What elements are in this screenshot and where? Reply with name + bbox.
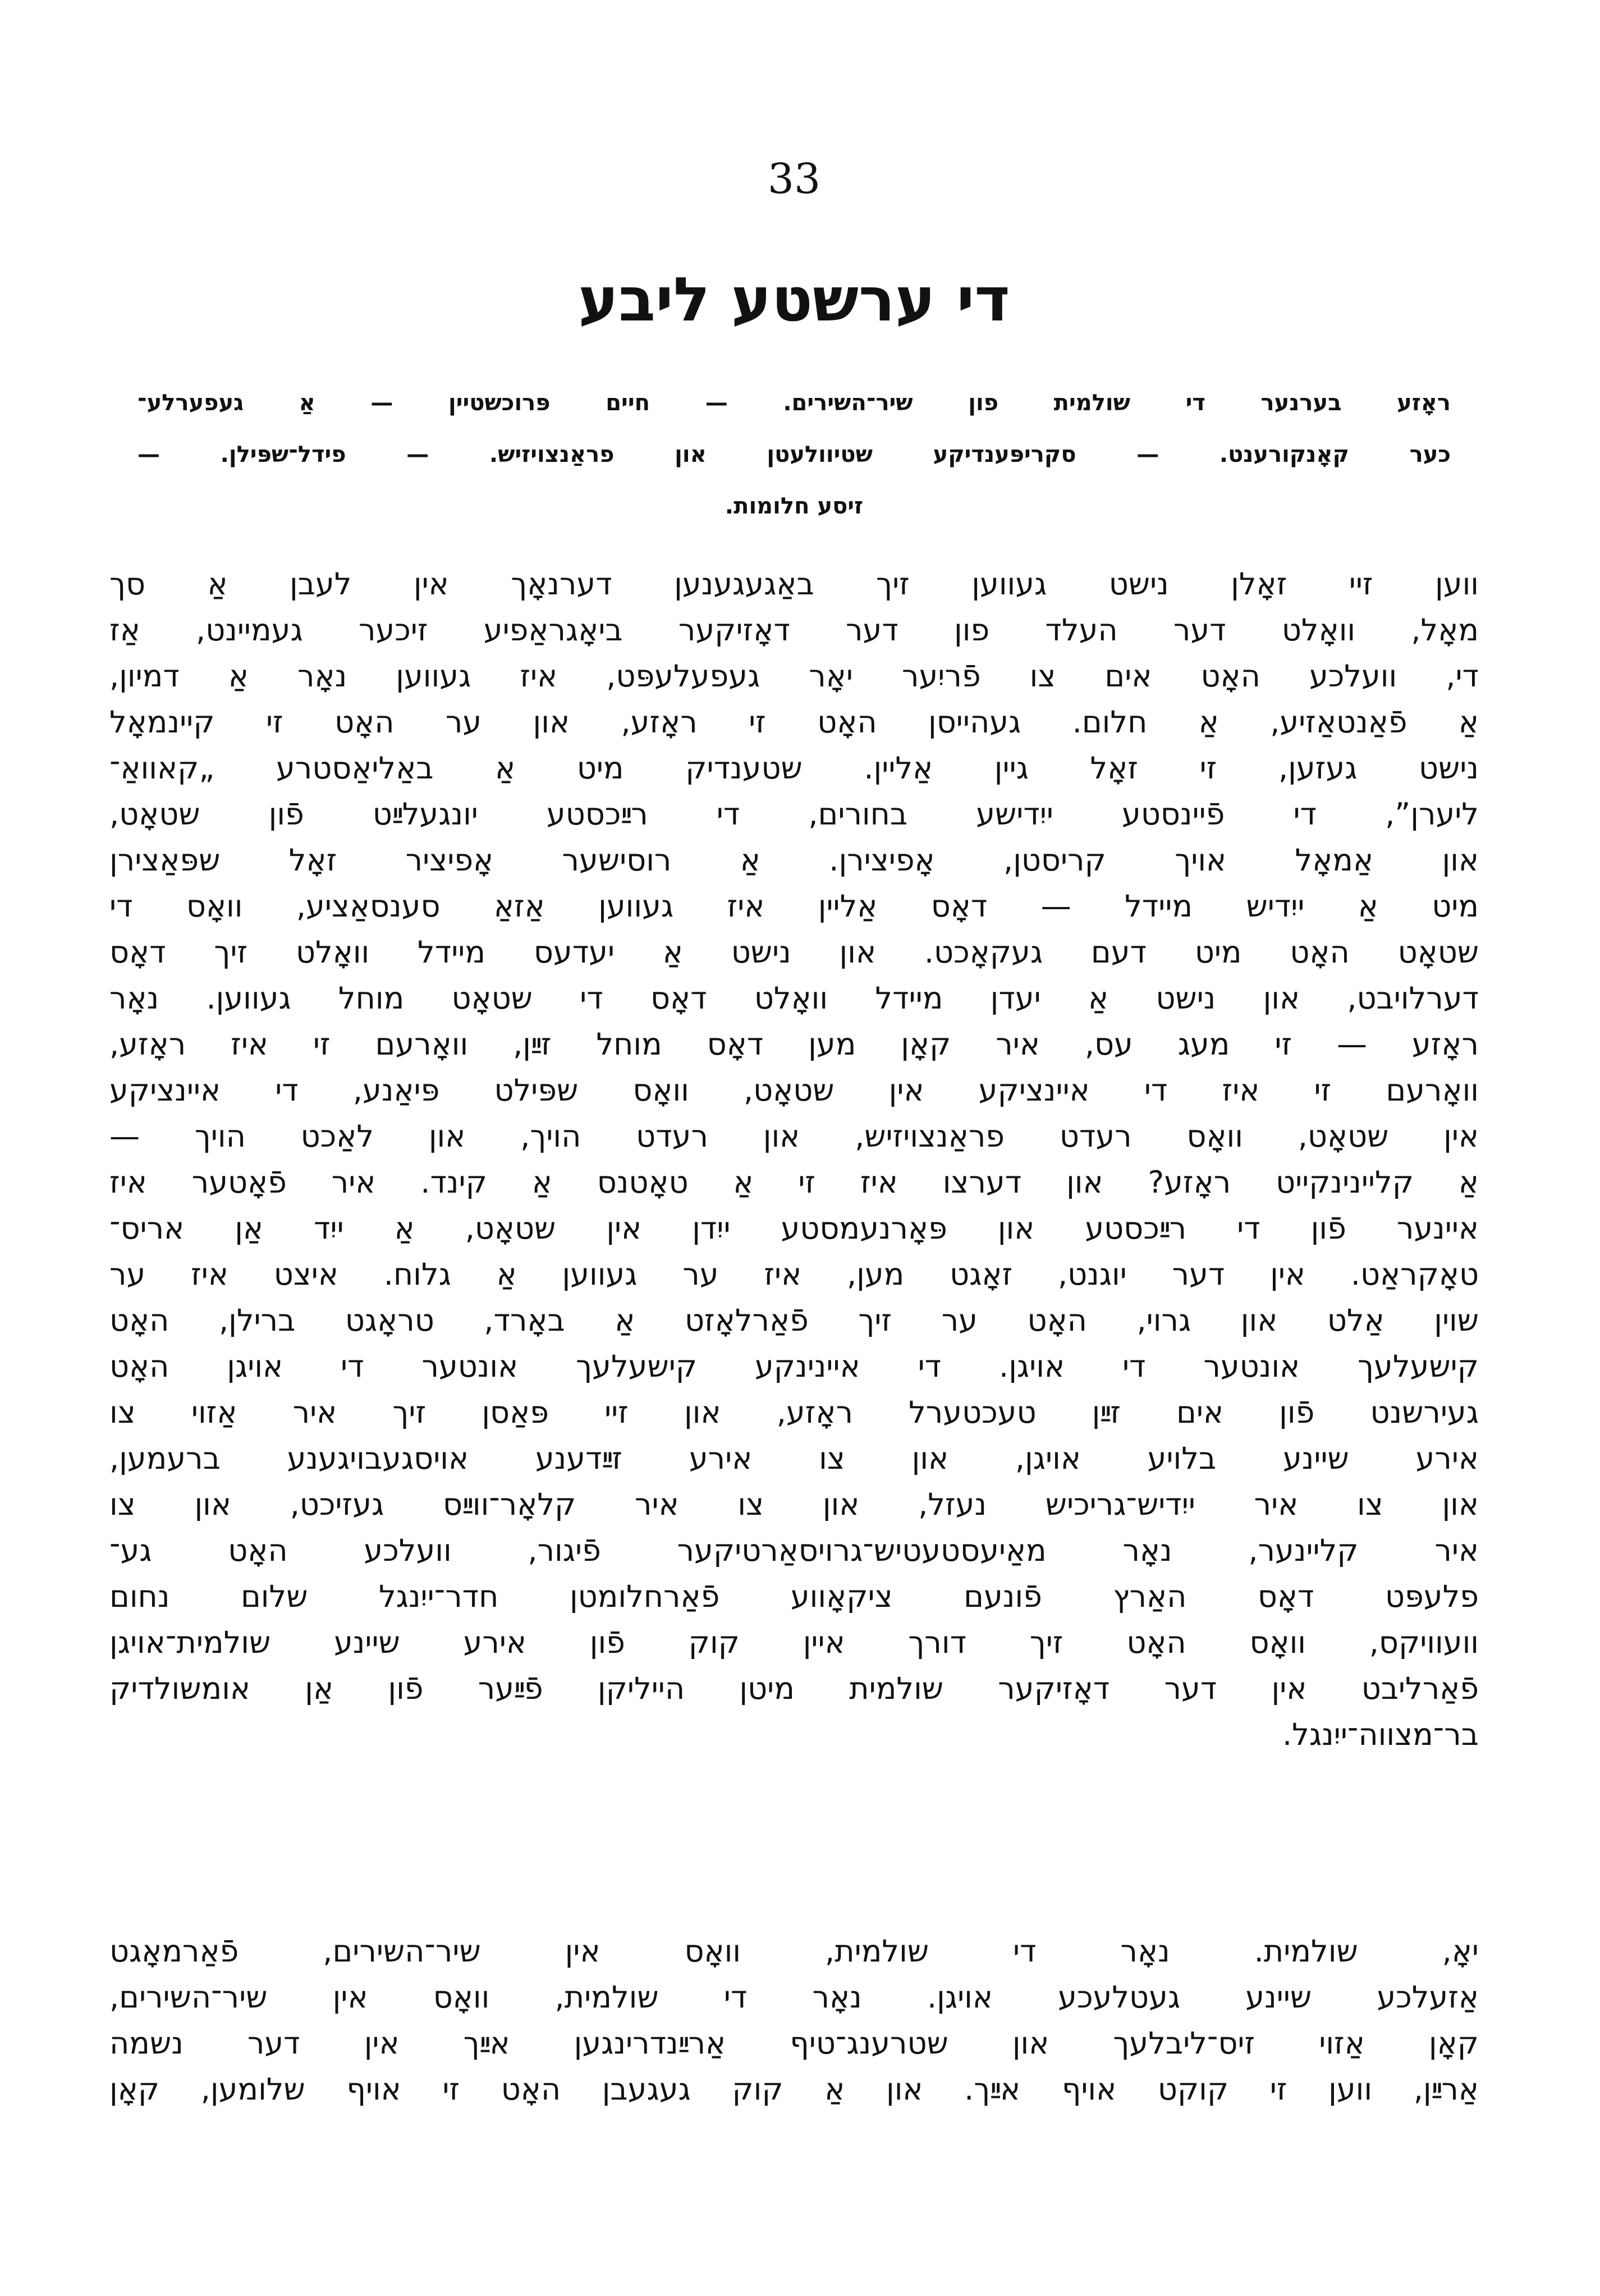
text-line: בר־מצווה־ייִנגל. <box>1282 1717 1479 1752</box>
text-line: שטאָט האָט מיט דעם געקאָכט. און נישט אַ יעדעס מיידל וואָלט זיך דאָס <box>109 934 1479 970</box>
text-line: וואָרעם זי איז די איינציקע אין שטאָט, וואָס שפּילט פּיאַנע, די איינציקע <box>109 1073 1479 1108</box>
text-line: יאָ, שולמית. נאָר די שולמית, וואָס אין שיר־השירים, פֿאַרמאָגט <box>109 1933 1479 1969</box>
text-line: אַרײַן, ווען זי קוקט אויף אײַך. און אַ קוק געגעבן האָט זי אויף שלומען, קאָן <box>109 2072 1479 2107</box>
text-line: וועוויקס, וואָס האָט זיך דורך איין קוק פֿון אירע שיינע שולמית־אויגן <box>109 1625 1479 1660</box>
text-line: דערלויבט, און נישט אַ יעדן מיידל וואָלט דאָס די שטאָט מוחל געווען. נאָר <box>109 980 1479 1016</box>
chapter-synopsis <box>137 377 1451 532</box>
text-line: אירע שיינע בלויע אויגן, און צו אירע זײַדענע אויסגעבויגענע ברעמען, <box>109 1441 1479 1476</box>
chapter-title: די ערשטע ליבע <box>578 265 1010 335</box>
text-line: געירשנט פֿון אים זײַן טעכטערל ראָזע, און זיי פּאַסן זיך איר אַזוי צו <box>109 1395 1479 1430</box>
text-line: נישט געזען, זי זאָל גיין אַליין. שטענדיק מיט אַ באַליאַסטרע „קאוואַ־ <box>109 750 1479 786</box>
text-line: אַזעלכע שיינע געטלעכע אויגן. נאָר די שולמית, וואָס אין שיר־השירים, <box>109 1979 1479 2015</box>
paragraph-1 <box>109 561 1479 1758</box>
text-line: קאָן אַזוי זיס־ליבלעך און שטרענג־טיף אַרײַנדרינגען אײַך אין דער נשמה <box>109 2025 1479 2061</box>
text-line: אין שטאָט, וואָס רעדט פראַנצויזיש, און רעדט הויך, און לאַכט הויך — <box>109 1119 1479 1154</box>
text-line: ליערן”, די פֿיינסטע ייִדישע בחורים, די רײַכסטע יונגעלײַט פֿון שטאָט, <box>109 796 1479 832</box>
text-line: איר קליינער, נאָר מאַיעסטעטיש־גרויסאַרטיקער פֿיגור, וועלכע האָט גע־ <box>109 1533 1479 1568</box>
book-page <box>109 0 1479 2296</box>
page-number: 33 <box>767 155 821 203</box>
text-line: קישעלעך אונטער די אויגן. די איינינקע קישעלעך אונטער די אויגן האָט <box>109 1349 1479 1384</box>
synopsis-line: זיסע חלומות. <box>725 493 864 519</box>
text-line: און צו איר ייִדיש־גריכיש נעזל, און צו איר קלאָר־ווײַס געזיכט, און צו <box>109 1487 1479 1522</box>
text-line: פֿאַרליבט אין דער דאָזיקער שולמית מיטן הייליקן פֿײַער פֿון אַן אומשולדיק <box>109 1671 1479 1706</box>
text-line: מאָל, וואָלט דער העלד פון דער דאָזיקער ביאָגראַפיע זיכער געמיינט, אַז <box>109 612 1479 648</box>
text-line: פלעפּט דאָס האַרץ פֿונעם ציקאָווע פֿאַרחלומטן חדר־ייִנגל שלום נחום <box>109 1579 1479 1614</box>
text-line: ראָזע — זי מעג עס, איר קאָן מען דאָס מוחל זײַן, וואָרעם זי איז ראָזע, <box>109 1026 1479 1062</box>
text-line: איינער פֿון די רײַכסטע און פּאָרנעמסטע ייִדן אין שטאָט, אַ ייִד אַן אריס־ <box>109 1211 1479 1246</box>
text-line: טאָקראַט. אין דער יוגנט, זאָגט מען, איז ער געווען אַ גלוח. איצט איז ער <box>109 1257 1479 1292</box>
paragraph-2 <box>109 1928 1479 2112</box>
text-line: אַ פֿאַנטאַזיע, אַ חלום. געהייסן האָט זי ראָזע, און ער האָט זי קיינמאָל <box>109 704 1479 740</box>
text-line: אַ קליינינקייט ראָזע? און דערצו איז זי אַ טאָטנס אַ קינד. איר פֿאָטער איז <box>109 1165 1479 1200</box>
text-line: ווען זיי זאָלן נישט געווען זיך באַגעגענען דערנאָך אין לעבן אַ סך <box>109 566 1479 602</box>
text-line: שוין אַלט און גרוי, האָט ער זיך פֿאַרלאָזט אַ באָרד, טראָגט ברילן, האָט <box>109 1303 1479 1338</box>
text-line: מיט אַ ייִדיש מיידל — דאָס אַליין איז געווען אַזאַ סענסאַציע, וואָס די <box>109 888 1479 924</box>
text-line: די, וועלכע האָט אים צו פֿריִער יאָר געפעלעפּט, איז געווען נאָר אַ דמיון, <box>109 658 1479 694</box>
synopsis-line: כער קאָנקורענט. — סקריפּענדיקע שטיוולעטן און פראַנצויזיש. — פידל־שפּילן. — <box>137 442 1451 468</box>
text-line: און אַמאָל אויך קריסטן, אָפיצירן. אַ רוסישער אָפיציר זאָל שפּאַצירן <box>109 842 1479 878</box>
synopsis-line: ראָזע בערנער די שולמית פון שיר־השירים. — חיים פּרוכשטיין — אַ געפערלע־ <box>137 390 1451 416</box>
